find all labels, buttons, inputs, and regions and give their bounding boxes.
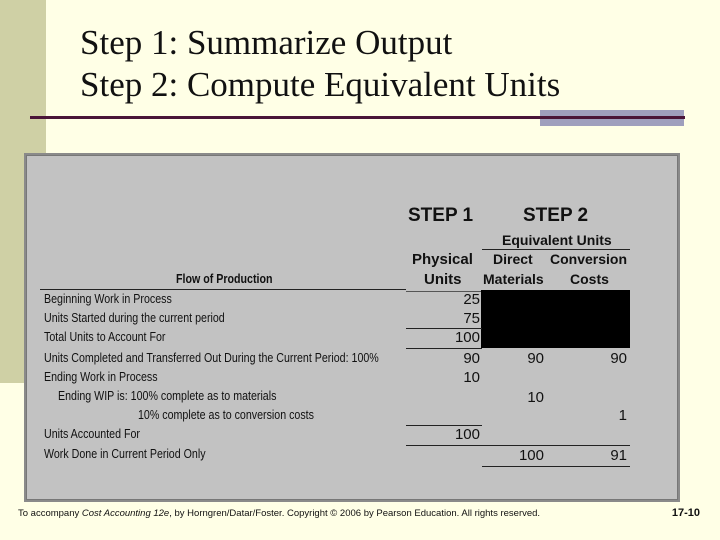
dm-completed: 90 <box>527 350 544 367</box>
col-physical-line2: Units <box>424 271 462 288</box>
row-label-work-done: Work Done in Current Period Only <box>44 446 206 461</box>
dm-work-done: 100 <box>518 447 544 464</box>
title-rule-accent-line <box>540 116 684 119</box>
row-label-accounted-for: Units Accounted For <box>44 426 140 441</box>
equiv-total-line <box>482 445 630 446</box>
footer-prefix: To accompany <box>18 508 82 519</box>
col-dm-line1: Direct <box>493 251 533 267</box>
cc-ending-wip: 1 <box>618 407 627 424</box>
col-dm-line2: Materials <box>483 271 544 287</box>
equiv-bottom-line <box>482 466 630 467</box>
step2-heading: STEP 2 <box>523 205 589 226</box>
phys-ending-wip: 10 <box>463 369 480 386</box>
equiv-units-underline <box>482 249 630 250</box>
slide-title <box>80 22 560 106</box>
phys-accounted-underline <box>406 445 482 446</box>
col-physical-line1: Physical <box>412 251 473 268</box>
col-cc-line2: Costs <box>570 271 609 287</box>
shaded-equivalent-block <box>481 290 630 348</box>
row-label-wip-conversion: 10% complete as to conversion costs <box>138 407 314 422</box>
phys-completed: 90 <box>463 350 480 367</box>
table-panel <box>26 155 678 500</box>
row-label-ending-wip: Ending Work in Process <box>44 369 158 384</box>
row-label-completed: Units Completed and Transferred Out During the Current Period: 100% <box>44 350 379 365</box>
row-label-beg-wip: Beginning Work in Process <box>44 291 172 306</box>
dm-ending-wip: 10 <box>527 389 544 406</box>
cc-completed: 90 <box>610 350 627 367</box>
row-label-total-account-for: Total Units to Account For <box>44 329 166 344</box>
page-number: 17-10 <box>671 507 700 519</box>
phys-accounted-for: 100 <box>454 426 480 443</box>
phys-started: 75 <box>463 310 480 327</box>
phys-beg-wip: 25 <box>463 291 480 308</box>
footer-copyright <box>18 508 540 519</box>
title-line-2: Step 2: Compute Equivalent Units <box>80 65 561 104</box>
phys-total: 100 <box>454 329 480 346</box>
cc-work-done: 91 <box>610 447 627 464</box>
footer-book-title: Cost Accounting 12e <box>81 508 170 519</box>
step1-heading: STEP 1 <box>408 205 474 226</box>
flow-header-underline <box>40 289 406 290</box>
row-label-started: Units Started during the current period <box>44 310 225 325</box>
footer-suffix: , by Horngren/Datar/Foster. Copyright © 2006 by Pearson Education. All rights reserved. <box>169 508 541 519</box>
flow-header: Flow of Production <box>176 271 273 286</box>
title-line-1: Step 1: Summarize Output <box>80 23 453 62</box>
equiv-units-heading: Equivalent Units <box>502 232 612 248</box>
row-label-wip-materials: Ending WIP is: 100% complete as to materials <box>58 388 277 403</box>
phys-total-line <box>406 348 482 349</box>
col-cc-line1: Conversion <box>550 251 628 267</box>
